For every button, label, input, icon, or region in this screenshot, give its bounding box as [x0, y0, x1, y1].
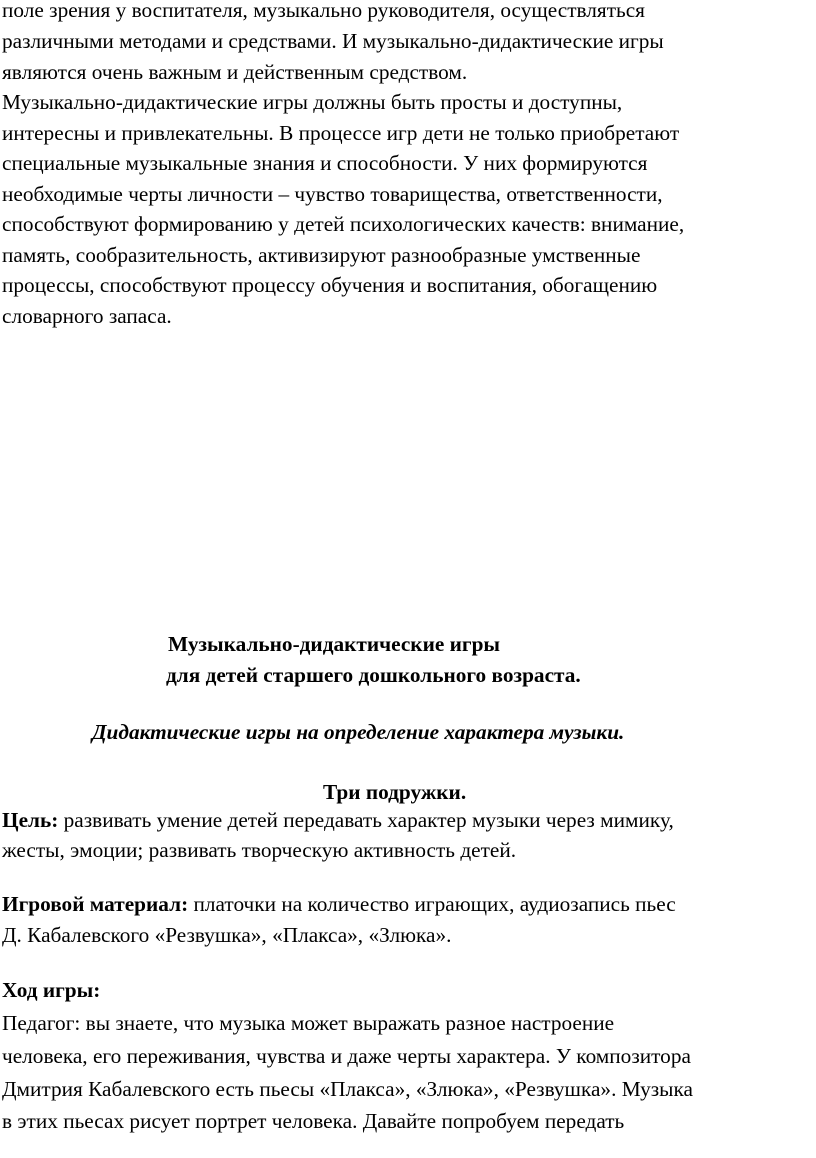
subsection-title: Дидактические игры на определение характера музыки.	[92, 720, 625, 744]
game-title: Три подружки.	[323, 780, 467, 804]
intro-line: способствуют формированию у детей психологических качеств: внимание,	[2, 212, 685, 236]
goal-line	[2, 810, 674, 831]
goal-line: жесты, эмоции; развивать творческую активность детей.	[2, 838, 517, 862]
intro-line: являются очень важным и действенным средством.	[2, 60, 468, 84]
material-label: Игровой материал:	[2, 892, 189, 916]
intro-line: словарного запаса.	[2, 304, 172, 328]
procedure-line: человека, его переживания, чувства и даже черты характера. У композитора	[2, 1044, 691, 1068]
material-text: платочки на количество играющих, аудиозапись пьес	[188, 892, 676, 916]
procedure-line: Педагог: вы знаете, что музыка может выражать разное настроение	[2, 1011, 615, 1035]
intro-line: Музыкально-дидактические игры должны быть просты и доступны,	[2, 90, 623, 114]
goal-label: Цель:	[2, 808, 59, 832]
intro-line: необходимые черты личности – чувство товарищества, ответственности,	[2, 182, 663, 206]
intro-line: интересны и привлекательны. В процессе игр дети не только приобретают	[2, 121, 680, 145]
procedure-label-text: Ход игры:	[2, 978, 101, 1002]
intro-line: память, сообразительность, активизируют разнообразные умственные	[2, 243, 641, 267]
intro-line: специальные музыкальные знания и способности. У них формируются	[2, 151, 648, 175]
material-line	[2, 894, 676, 915]
procedure-line: Дмитрия Кабалевского есть пьесы «Плакса», «Злюка», «Резвушка». Музыка	[2, 1077, 693, 1101]
section-title-line1: Музыкально-дидактические игры	[168, 632, 501, 656]
section-title-line2: для детей старшего дошкольного возраста.	[166, 663, 581, 687]
procedure-label	[2, 980, 100, 1001]
material-line: Д. Кабалевского «Резвушка», «Плакса», «Злюка».	[2, 923, 452, 947]
procedure-line: в этих пьесах рисует портрет человека. Давайте попробуем передать	[2, 1109, 625, 1133]
intro-line: процессы, способствуют процессу обучения и воспитания, обогащению	[2, 273, 658, 297]
intro-line: различными методами и средствами. И музыкально-дидактические игры	[2, 29, 664, 53]
goal-text: развивать умение детей передавать характер музыки через мимику,	[58, 808, 674, 832]
intro-line: поле зрения у воспитателя, музыкально руководителя, осуществляться	[2, 0, 645, 22]
